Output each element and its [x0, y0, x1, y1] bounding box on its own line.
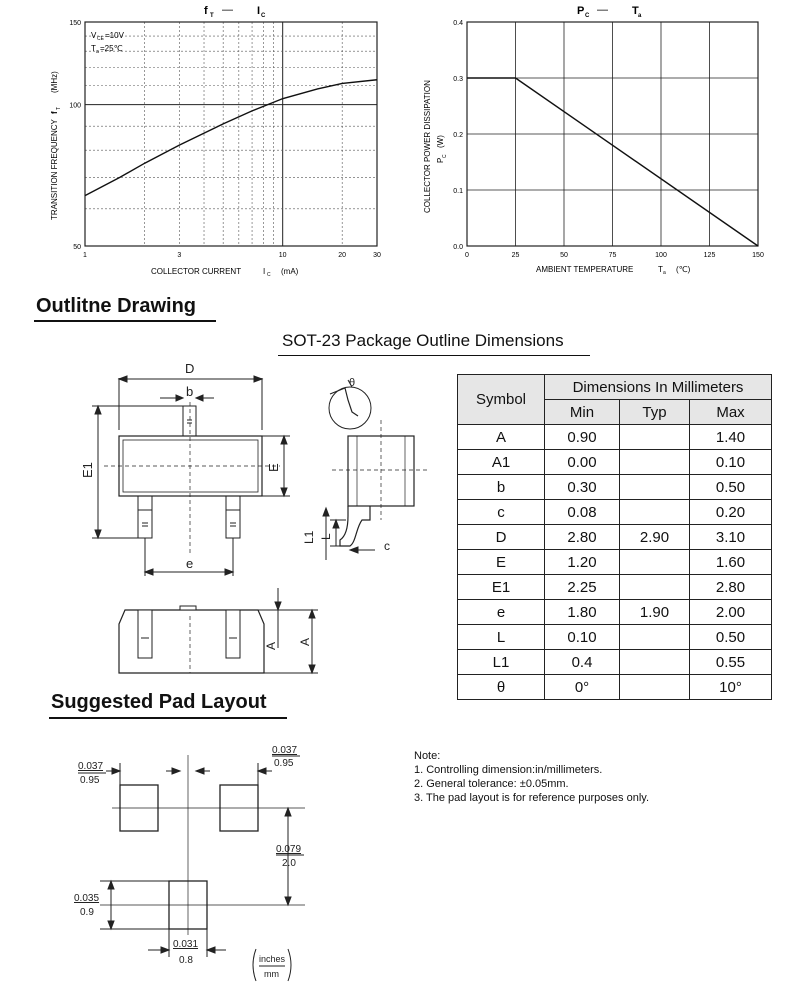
label-d: D — [185, 361, 195, 376]
chart2-xtick: 50 — [560, 252, 568, 259]
cell-min: 0.4 — [545, 650, 620, 675]
cell-symbol: E — [458, 550, 545, 575]
chart1-xtick: 1 — [83, 252, 87, 259]
cell-min: 0.90 — [545, 425, 620, 450]
table-row — [458, 625, 772, 650]
cell-symbol: θ — [458, 675, 545, 700]
chart2-xlabel: AMBIENT TEMPERATURE — [536, 265, 634, 274]
chart1-xlabel-symbol: I — [263, 267, 266, 276]
chart2-xlabel-unit: (℃) — [676, 265, 691, 274]
cell-symbol: A1 — [458, 450, 545, 475]
charts-area — [0, 0, 790, 285]
chart1-xtick: 20 — [338, 252, 347, 259]
side-view — [323, 380, 428, 560]
cell-max: 1.40 — [690, 425, 772, 450]
cell-max: 2.80 — [690, 575, 772, 600]
table-row — [458, 675, 772, 700]
chart1-ylabel-symbol: f — [50, 111, 59, 114]
cell-typ — [620, 650, 690, 675]
chart2-xtick: 150 — [752, 252, 764, 259]
chart2-xtick: 0 — [465, 252, 469, 259]
cell-max: 3.10 — [690, 525, 772, 550]
cell-typ — [620, 425, 690, 450]
chart1-ylabel-sub: T — [56, 106, 62, 110]
front-view — [119, 588, 318, 673]
pad-title-underline — [49, 717, 287, 719]
table-row — [458, 600, 772, 625]
chart2-title-dash: — — [597, 4, 608, 16]
table-row — [458, 525, 772, 550]
chart1-title-second: I — [257, 5, 261, 17]
cell-max: 0.50 — [690, 625, 772, 650]
chart2-xlabel-symbol: T — [658, 265, 663, 274]
table-row — [458, 550, 772, 575]
cell-max: 0.10 — [690, 450, 772, 475]
pad-dim-right-mm: 0.95 — [274, 758, 294, 769]
table-row — [458, 575, 772, 600]
chart1-condition1-value: =10V — [105, 31, 124, 40]
note-item-3: 3. The pad layout is for reference purposes only. — [414, 792, 650, 804]
chart1-condition1-sub: CE — [97, 36, 104, 42]
cell-max: 10° — [690, 675, 772, 700]
pad-dim-pitch-mm: 2.0 — [282, 858, 296, 869]
dims-header: Dimensions In Millimeters — [545, 375, 772, 400]
chart1-xtick: 10 — [278, 252, 287, 259]
chart2-title-second-sub: a — [638, 13, 642, 19]
pad-dim-pitch-in: 0.079 — [276, 844, 302, 855]
cell-max: 1.60 — [690, 550, 772, 575]
pad-dim-height-mm: 0.9 — [80, 907, 94, 918]
cell-symbol: c — [458, 500, 545, 525]
cell-max: 0.55 — [690, 650, 772, 675]
chart1-title-second-sub: C — [261, 13, 266, 19]
notes-heading: Note: — [414, 750, 441, 762]
chart1-ylabel: TRANSITION FREQUENCY — [50, 119, 59, 220]
chart2-ylabel-unit: (W) — [436, 135, 445, 148]
note-item-1: 1. Controlling dimension:in/millimeters. — [414, 764, 603, 776]
outline-subtitle: SOT-23 Package Outline Dimensions — [282, 331, 564, 350]
chart1-series-line — [85, 80, 377, 196]
label-c: c — [384, 539, 390, 553]
chart2-ytick: 0.3 — [453, 76, 463, 83]
cell-min: 0.10 — [545, 625, 620, 650]
label-theta: θ — [349, 377, 356, 389]
chart2-ytick: 0.1 — [453, 188, 463, 195]
cell-symbol: e — [458, 600, 545, 625]
chart1-xlabel-unit: (mA) — [281, 267, 299, 276]
chart1-title-dash: — — [222, 4, 233, 16]
cell-typ — [620, 475, 690, 500]
pad-unit-top: inches — [259, 954, 286, 964]
chart1-condition2-value: =25℃ — [100, 44, 123, 53]
pad-dim-width-in: 0.031 — [173, 939, 199, 950]
min-header: Min — [545, 400, 620, 425]
chart1-condition1: V — [91, 31, 97, 40]
chart2-ylabel-sub: C — [442, 154, 448, 158]
notes — [414, 749, 649, 805]
cell-typ — [620, 450, 690, 475]
pad-dim-left-mm: 0.95 — [80, 775, 100, 786]
cell-symbol: L — [458, 625, 545, 650]
chart1-plot — [69, 20, 381, 259]
chart2-xtick: 125 — [703, 252, 716, 259]
top-view — [92, 376, 290, 576]
chart2-ylabel: COLLECTOR POWER DISSIPATION — [423, 80, 432, 213]
cell-typ — [620, 550, 690, 575]
pad-dim-left-in: 0.037 — [78, 761, 104, 772]
dimensions-table — [457, 374, 772, 700]
chart1-ylabel-unit: (MHz) — [50, 71, 59, 93]
chart2-ytick: 0.4 — [453, 20, 463, 27]
cell-max: 2.00 — [690, 600, 772, 625]
typ-header: Typ — [620, 400, 690, 425]
chart1-xtick: 30 — [373, 252, 381, 259]
table-row — [458, 650, 772, 675]
chart2-plot — [453, 20, 764, 259]
table-row — [458, 425, 772, 450]
chart2-title-main: P — [577, 5, 585, 17]
pad-layout-drawing — [60, 735, 360, 990]
label-e1: E1 — [80, 462, 95, 478]
label-e: E — [266, 463, 281, 472]
cell-symbol: D — [458, 525, 545, 550]
cell-typ — [620, 575, 690, 600]
label-e-pitch: e — [186, 556, 194, 571]
chart1-condition2: T — [91, 44, 96, 53]
outline-title-underline — [34, 320, 216, 322]
chart2-xtick: 25 — [511, 252, 520, 259]
cell-typ: 1.90 — [620, 600, 690, 625]
chart1-condition2-sub: a — [96, 49, 99, 55]
chart1-xtick: 3 — [177, 252, 182, 259]
pad-dim-width-mm: 0.8 — [179, 955, 193, 966]
cell-symbol: b — [458, 475, 545, 500]
cell-min: 1.20 — [545, 550, 620, 575]
cell-min: 0.00 — [545, 450, 620, 475]
outline-title: Outlitne Drawing — [36, 295, 196, 317]
chart1-ytick: 50 — [73, 244, 81, 251]
cell-typ — [620, 675, 690, 700]
cell-max: 0.50 — [690, 475, 772, 500]
cell-symbol: L1 — [458, 650, 545, 675]
chart2-ylabel-symbol: P — [436, 157, 445, 163]
pad-unit-bottom: mm — [264, 969, 279, 979]
chart2-ytick: 0.0 — [453, 244, 463, 251]
table-row — [458, 475, 772, 500]
cell-typ: 2.90 — [620, 525, 690, 550]
table-row — [458, 500, 772, 525]
chart2-xtick: 75 — [608, 252, 617, 259]
pad-dim-right-in: 0.037 — [272, 745, 298, 756]
cell-typ — [620, 500, 690, 525]
label-a: A — [298, 637, 312, 646]
cell-min: 0° — [545, 675, 620, 700]
pad-title: Suggested Pad Layout — [51, 691, 267, 713]
cell-symbol: A — [458, 425, 545, 450]
label-l1: L1 — [302, 530, 316, 544]
chart1-title-main: f — [204, 5, 208, 17]
chart2-title-second: T — [632, 5, 639, 17]
pad-dim-height-in: 0.035 — [74, 893, 100, 904]
chart1-title-main-sub: T — [210, 13, 214, 19]
chart1-xlabel: COLLECTOR CURRENT — [151, 267, 242, 276]
chart1-frame — [85, 22, 377, 246]
symbol-header: Symbol — [458, 375, 545, 425]
label-a1: A — [264, 641, 278, 650]
chart2-ytick: 0.2 — [453, 132, 463, 139]
note-item-2: 2. General tolerance: ±0.05mm. — [414, 778, 569, 790]
chart1-ytick: 150 — [69, 20, 81, 27]
cell-min: 1.80 — [545, 600, 620, 625]
cell-min: 0.30 — [545, 475, 620, 500]
table-row — [458, 450, 772, 475]
package-drawing — [0, 360, 450, 690]
chart1-ytick: 100 — [69, 102, 81, 110]
chart2-xtick: 100 — [655, 252, 667, 259]
cell-min: 0.08 — [545, 500, 620, 525]
max-header: Max — [690, 400, 772, 425]
cell-min: 2.80 — [545, 525, 620, 550]
cell-symbol: E1 — [458, 575, 545, 600]
chart2-title-main-sub: C — [585, 13, 590, 19]
label-l: L — [319, 533, 333, 540]
outline-subtitle-underline — [278, 355, 590, 356]
cell-typ — [620, 625, 690, 650]
cell-max: 0.20 — [690, 500, 772, 525]
chart2-xlabel-sub: a — [663, 270, 666, 276]
chart1-xlabel-sub: C — [267, 272, 271, 278]
cell-min: 2.25 — [545, 575, 620, 600]
label-b: b — [186, 384, 194, 399]
